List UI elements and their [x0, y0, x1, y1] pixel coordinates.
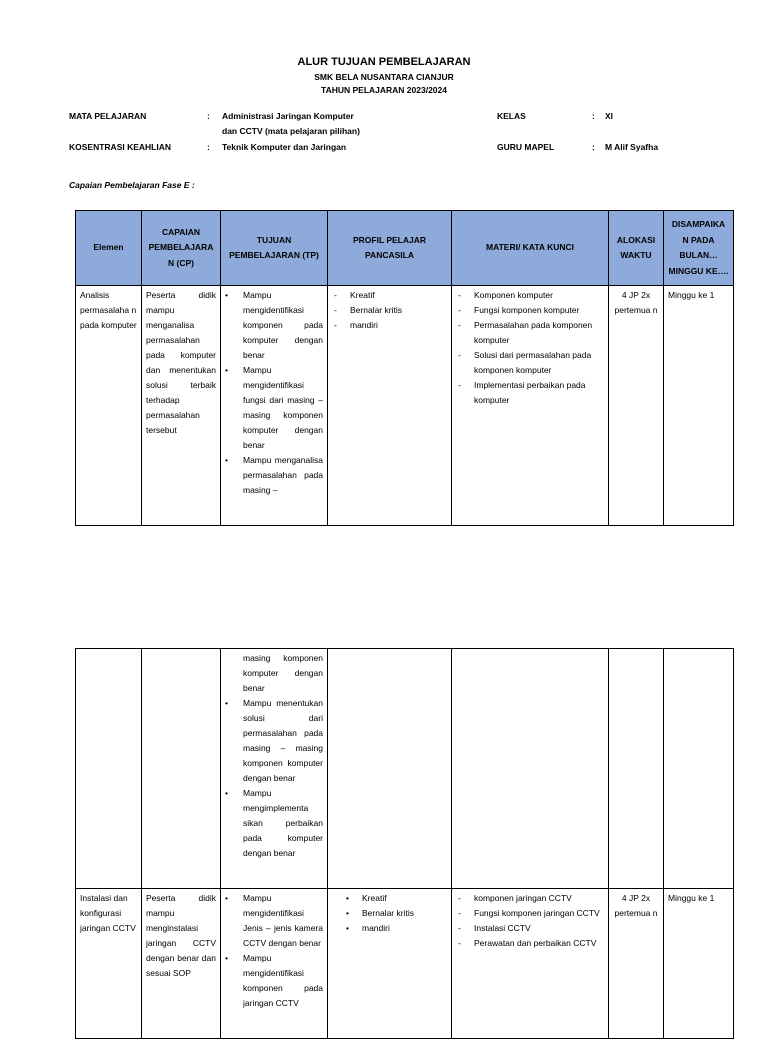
row1-profil-cell	[328, 286, 452, 526]
materi-item: - Komponen komputer	[456, 288, 604, 303]
row2-alokasi: 4 JP 2x pertemua n	[609, 889, 664, 1039]
materi-item: - Fungsi komponen jaringan CCTV	[456, 906, 604, 921]
subject-colon: :	[207, 111, 210, 121]
profil-item: - Bernalar kritis	[332, 303, 447, 318]
row1-cont-cp	[142, 649, 221, 889]
row1-materi-cell	[452, 286, 609, 526]
materi-item: - Fungsi komponen komputer	[456, 303, 604, 318]
profil-item: • Kreatif	[332, 891, 447, 906]
subject-value-line2: dan CCTV (mata pelajaran pilihan)	[222, 126, 360, 136]
header-profil: PROFIL PELAJAR PANCASILA	[328, 211, 452, 286]
row1-cont-tp-cell	[221, 649, 328, 889]
tp-item: • Mampu mengidentifikasi komponen pada komputer dengan benar	[225, 288, 323, 363]
header-elemen: Elemen	[76, 211, 142, 286]
row1-elemen: Analisis permasalaha n pada komputer	[76, 286, 142, 526]
cp-fase-heading: Capaian Pembelajaran Fase E :	[69, 180, 195, 190]
row1-cp: Peserta didik mampu menganalisa permasalahan pada komputer dan menentukan solusi terbaik terhadap permasalahan tersebut	[142, 286, 221, 526]
materi-item: - Instalasi CCTV	[456, 921, 604, 936]
teacher-colon: :	[592, 142, 595, 152]
header-materi: MATERI/ KATA KUNCI	[452, 211, 609, 286]
tp-item: • Mampu mengimplementa sikan perbaikan pada komputer dengan benar	[225, 786, 323, 861]
konsentrasi-colon: :	[207, 142, 210, 152]
tp-item: • Mampu menganalisa permasalahan pada masing –	[225, 453, 323, 498]
row1-cont-elemen	[76, 649, 142, 889]
konsentrasi-value: Teknik Komputer dan Jaringan	[222, 142, 347, 152]
header-tp: TUJUAN PEMBELAJARAN (TP)	[221, 211, 328, 286]
tp-item: • Mampu mengidentifikasi Jenis – jenis kamera CCTV dengan benar	[225, 891, 323, 951]
profil-item: • Bernalar kritis	[332, 906, 447, 921]
tp-continuation: masing komponen komputer dengan benar	[243, 653, 323, 693]
row2-profil-cell	[328, 889, 452, 1039]
materi-item: - Implementasi perbaikan pada komputer	[456, 378, 604, 408]
academic-year: TAHUN PELAJARAN 2023/2024	[321, 85, 447, 95]
profil-item: - Kreatif	[332, 288, 447, 303]
tp-item: • Mampu mengidentifikasi fungsi dari masing – masing komponen komputer dengan benar	[225, 363, 323, 453]
row2-elemen: Instalasi dan konfigurasi jaringan CCTV	[76, 889, 142, 1039]
row1-alokasi: 4 JP 2x pertemua n	[609, 286, 664, 526]
materi-item: - komponen jaringan CCTV	[456, 891, 604, 906]
tp-item: • Mampu menentukan solusi dari permasalahan pada masing – masing komponen komputer dengan benar	[225, 696, 323, 786]
atp-table-page1	[75, 210, 734, 526]
materi-item: - Permasalahan pada komponen komputer	[456, 318, 604, 348]
row1-cont-profil	[328, 649, 452, 889]
header-alokasi: ALOKASI WAKTU	[609, 211, 664, 286]
row1-cont-materi	[452, 649, 609, 889]
atp-table-page2	[75, 648, 734, 1039]
row2-cp: Peserta didik mampu menginstalasi jaringan CCTV dengan benar dan sesuai SOP	[142, 889, 221, 1039]
row1-cont-minggu	[664, 649, 734, 889]
teacher-value: M Alif Syafha	[605, 142, 659, 152]
materi-item: - Perawatan dan perbaikan CCTV	[456, 936, 604, 951]
school-name: SMK BELA NUSANTARA CIANJUR	[314, 72, 454, 82]
subject-value: Administrasi Jaringan Komputer	[222, 111, 354, 121]
row1-tp-cell	[221, 286, 328, 526]
tp-item: • Mampu mengidentifikasi komponen pada jaringan CCTV	[225, 951, 323, 1011]
document-title: ALUR TUJUAN PEMBELAJARAN	[297, 56, 471, 68]
class-value: XI	[605, 111, 614, 121]
profil-item: - mandiri	[332, 318, 447, 333]
konsentrasi-label: KOSENTRASI KEAHLIAN	[69, 142, 172, 152]
profil-item: • mandiri	[332, 921, 447, 936]
row2-tp-cell	[221, 889, 328, 1039]
header-disampaikan: DISAMPAIKA N PADA BULAN… MINGGU KE….	[664, 211, 734, 286]
row2-materi-cell	[452, 889, 609, 1039]
materi-item: - Solusi dari permasalahan pada komponen komputer	[456, 348, 604, 378]
class-colon: :	[592, 111, 595, 121]
teacher-label: GURU MAPEL	[497, 142, 555, 152]
subject-label: MATA PELAJARAN	[69, 111, 147, 121]
class-label: KELAS	[497, 111, 526, 121]
row2-minggu: Minggu ke 1	[664, 889, 734, 1039]
row1-minggu: Minggu ke 1	[664, 286, 734, 526]
row1-cont-alokasi	[609, 649, 664, 889]
header-cp: CAPAIAN PEMBELAJARA N (CP)	[142, 211, 221, 286]
